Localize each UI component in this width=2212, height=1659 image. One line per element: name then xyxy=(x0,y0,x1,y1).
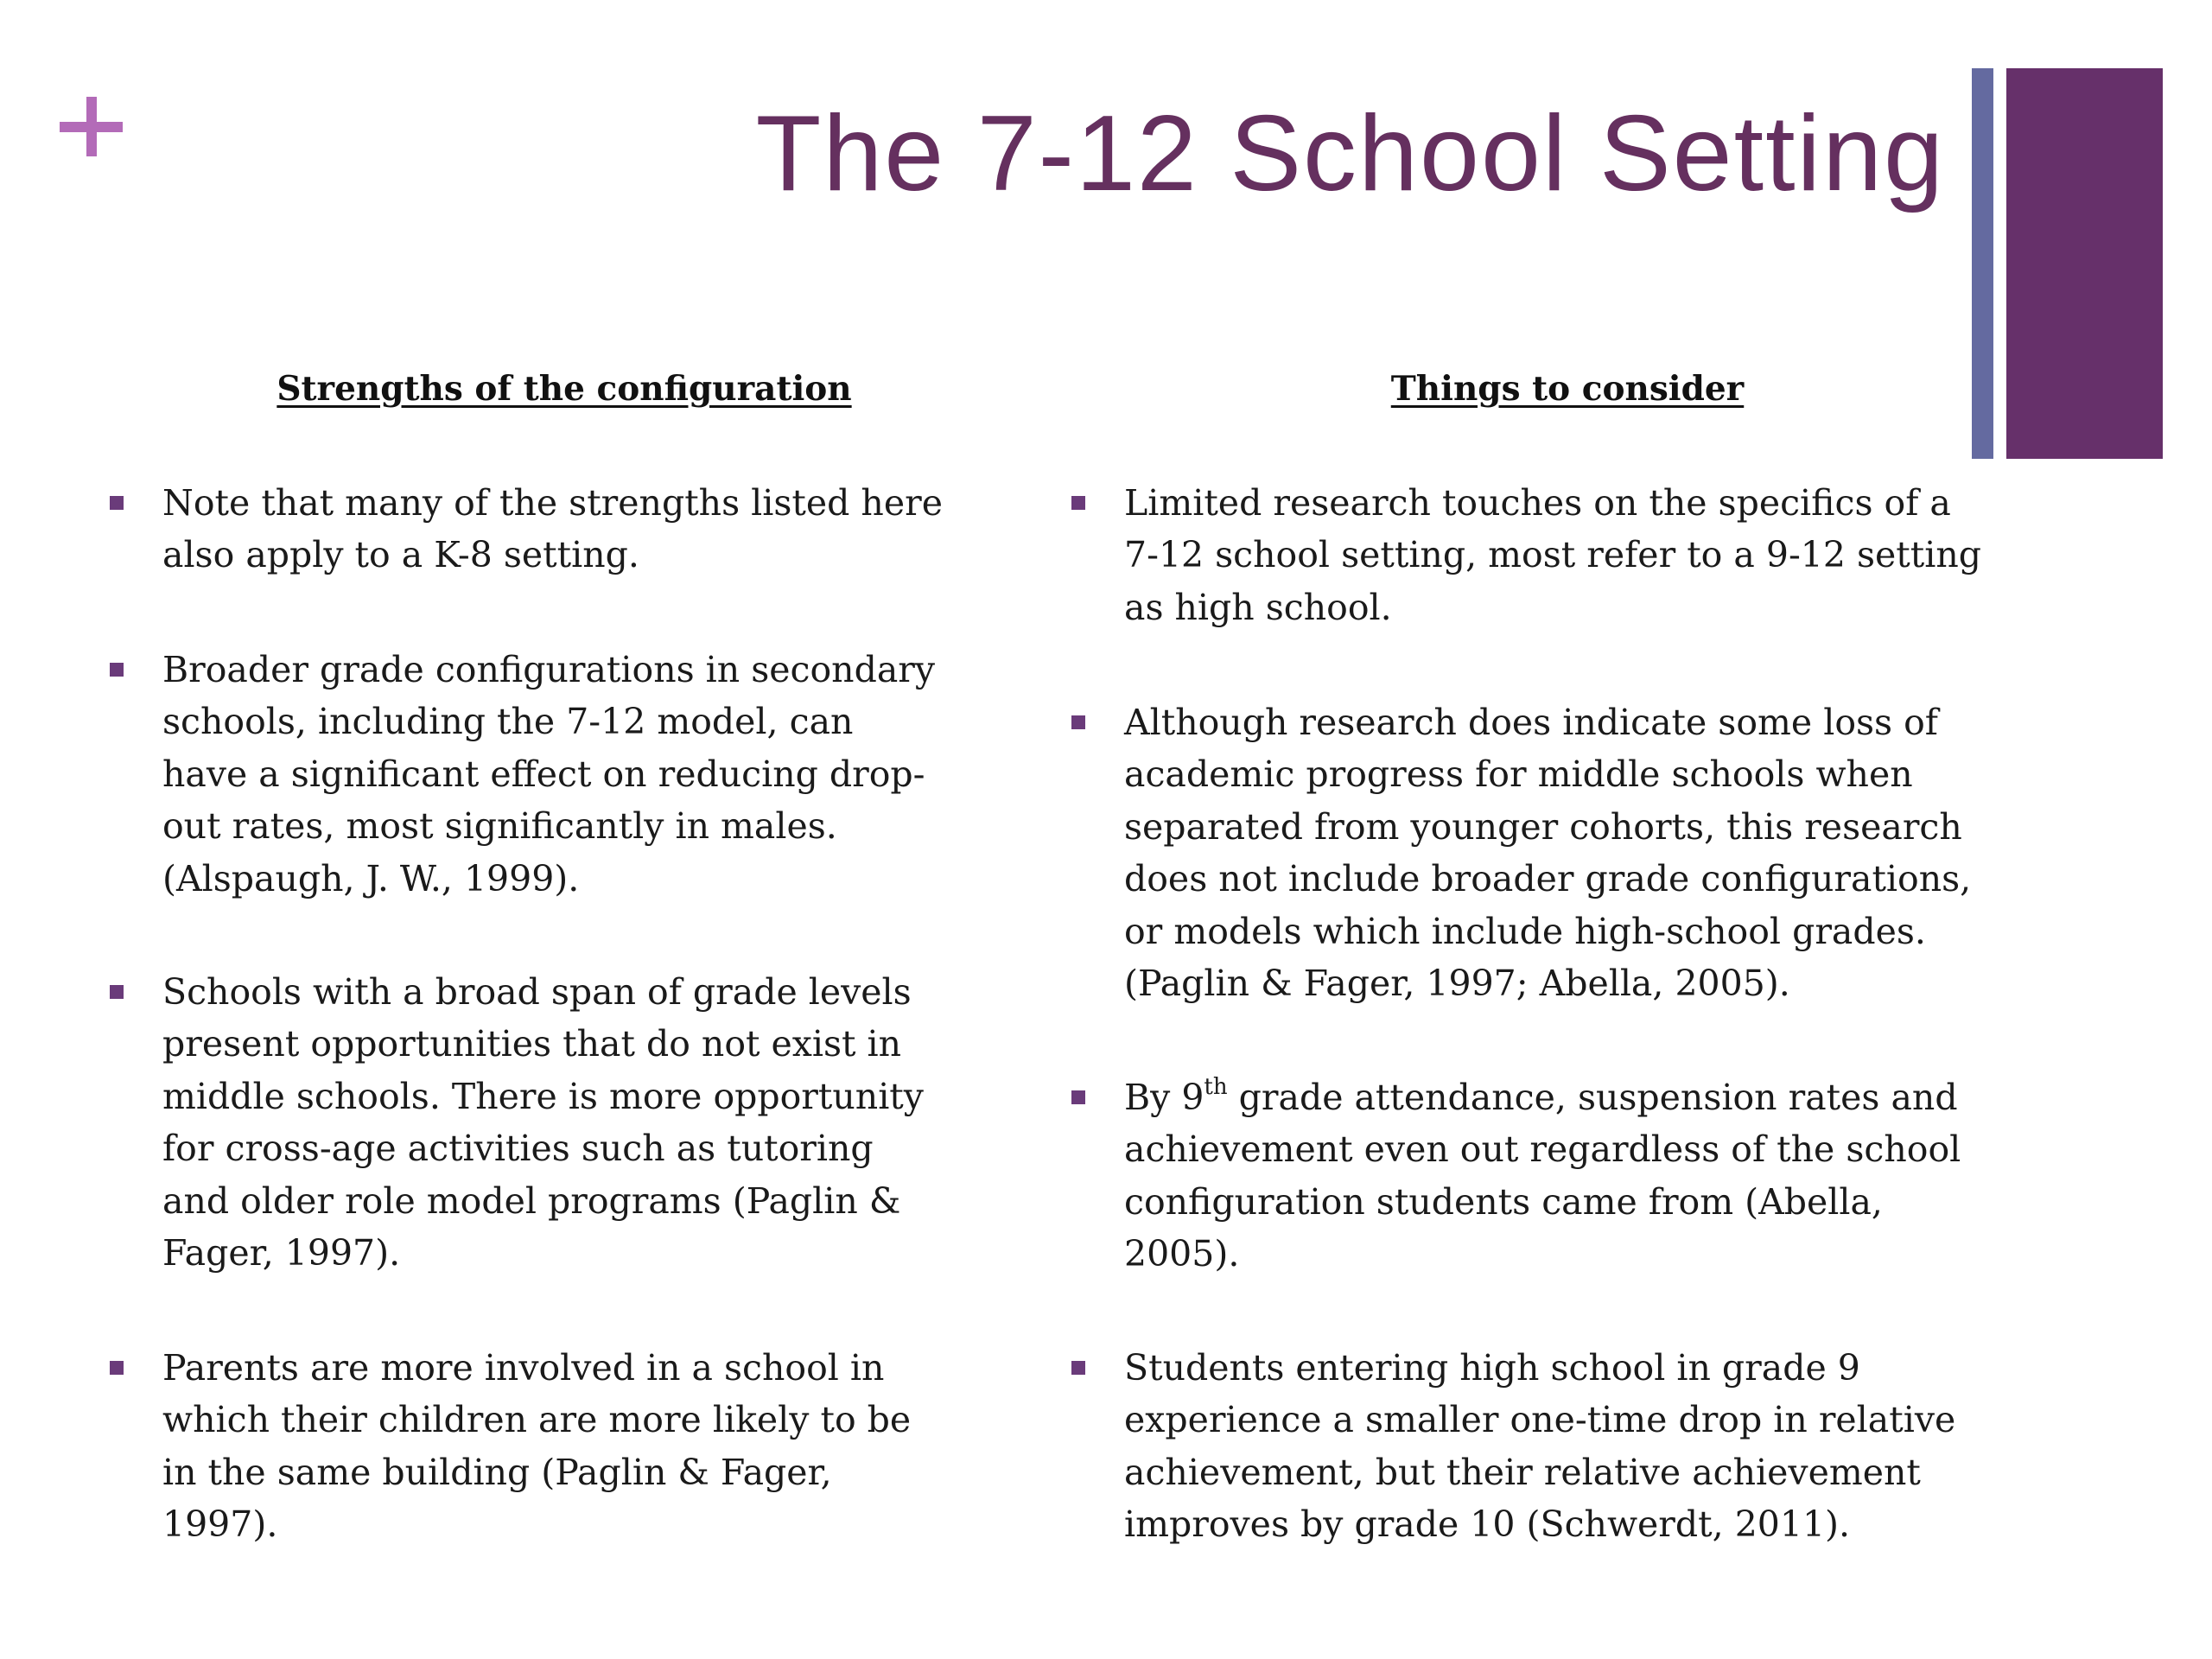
text-run: Fager, 1997). xyxy=(162,1232,401,1274)
text-run: Broader grade configurations in secondary xyxy=(162,649,936,690)
text-run: Limited research touches on the specifics of a xyxy=(1124,482,1951,524)
square-bullet-icon xyxy=(110,496,124,510)
bullet-text-line xyxy=(1124,906,1971,957)
text-run: middle schools. There is more opportunity xyxy=(162,1075,924,1117)
bullet-text-line xyxy=(1124,1176,1961,1228)
superscript: th xyxy=(1204,1074,1228,1100)
text-run: (Alspaugh, J. W., 1999). xyxy=(162,857,580,899)
bullet-item xyxy=(1124,477,1981,633)
bullet-text-line xyxy=(162,1394,911,1446)
bullet-text-line xyxy=(162,1018,924,1070)
text-run: Students entering high school in grade 9 xyxy=(1124,1347,1860,1389)
text-run: have a significant effect on reducing drop- xyxy=(162,753,925,795)
bullet-text-line xyxy=(1124,1228,1961,1280)
bullet-item xyxy=(1124,1071,1961,1281)
text-run: By 9 xyxy=(1124,1077,1205,1118)
square-bullet-icon xyxy=(1071,1361,1085,1375)
bullet-text-line xyxy=(162,1498,911,1550)
text-run: and older role model programs (Paglin & xyxy=(162,1179,901,1222)
text-run: Although research does indicate some loss of xyxy=(1124,702,1938,743)
text-run: grade attendance, suspension rates and xyxy=(1227,1077,1958,1118)
text-run: separated from younger cohorts, this research xyxy=(1124,805,1962,848)
accent-bar xyxy=(2006,68,2163,459)
text-run: Parents are more involved in a school in xyxy=(162,1347,885,1389)
text-run: also apply to a K-8 setting. xyxy=(162,534,639,576)
square-bullet-icon xyxy=(1071,715,1085,729)
bullet-text-line xyxy=(162,853,935,905)
text-run: in the same building (Paglin & Fager, xyxy=(162,1451,832,1493)
bullet-text-line xyxy=(162,696,935,747)
bullet-text-line xyxy=(162,529,943,581)
text-run: present opportunities that do not exist in xyxy=(162,1023,902,1065)
bullet-text-line xyxy=(1124,1342,1955,1394)
considerations-heading: Things to consider xyxy=(1390,369,1745,409)
bullet-item xyxy=(162,477,943,582)
bullet-text-line xyxy=(1124,1123,1961,1175)
text-run: 1997). xyxy=(162,1503,278,1546)
strengths-heading: Strengths of the configuration xyxy=(276,369,852,409)
bullet-text-line xyxy=(1124,1446,1955,1498)
bullet-text-line xyxy=(162,1122,924,1174)
text-run: 7-12 school setting, most refer to a 9-12 setting xyxy=(1124,534,1982,576)
square-bullet-icon xyxy=(110,663,124,677)
text-run: Schools with a broad span of grade levels xyxy=(162,971,912,1013)
bullet-text-line xyxy=(1124,582,1981,633)
bullet-text-line xyxy=(162,1227,924,1279)
text-run: achievement even out regardless of the school xyxy=(1124,1128,1961,1171)
square-bullet-icon xyxy=(110,1361,124,1375)
text-run: Note that many of the strengths listed here xyxy=(162,482,943,524)
text-run: as high school. xyxy=(1124,586,1392,628)
slide-title: The 7-12 School Setting xyxy=(755,94,1945,213)
accent-stripe xyxy=(1972,68,1993,459)
text-run: achievement, but their relative achievement xyxy=(1124,1451,1921,1493)
bullet-text-line xyxy=(1124,529,1981,581)
bullet-text-line xyxy=(1124,1394,1955,1446)
bullet-text-line xyxy=(1124,696,1971,748)
bullet-text-line xyxy=(162,1446,911,1498)
bullet-text-line xyxy=(162,748,935,800)
bullet-text-line xyxy=(162,966,924,1018)
bullet-text-line xyxy=(162,644,935,696)
text-run: configuration students came from (Abella, xyxy=(1124,1180,1883,1223)
text-run: or models which include high-school grades. xyxy=(1124,910,1926,952)
text-run: schools, including the 7-12 model, can xyxy=(162,701,854,743)
bullet-text-line xyxy=(162,477,943,529)
plus-icon xyxy=(60,97,123,156)
bullet-text-line xyxy=(162,1175,924,1227)
bullet-text-line xyxy=(162,1071,924,1122)
bullet-item xyxy=(162,644,935,905)
bullet-text-line xyxy=(1124,801,1971,853)
text-run: (Paglin & Fager, 1997; Abella, 2005). xyxy=(1124,963,1790,1005)
bullet-item xyxy=(162,1342,911,1551)
square-bullet-icon xyxy=(1071,496,1085,510)
text-run: out rates, most significantly in males. xyxy=(162,805,837,848)
text-run: academic progress for middle schools when xyxy=(1124,753,1913,796)
text-run: for cross-age activities such as tutoring xyxy=(162,1128,874,1170)
text-run: 2005). xyxy=(1124,1233,1240,1275)
text-run: experience a smaller one-time drop in relative xyxy=(1124,1399,1956,1441)
text-run: improves by grade 10 (Schwerdt, 2011). xyxy=(1124,1503,1851,1546)
bullet-text-line xyxy=(1124,1071,1961,1123)
square-bullet-icon xyxy=(110,985,124,999)
bullet-item xyxy=(162,966,924,1279)
bullet-text-line xyxy=(1124,748,1971,800)
square-bullet-icon xyxy=(1071,1090,1085,1104)
bullet-item xyxy=(1124,1342,1955,1551)
bullet-text-line xyxy=(162,1342,911,1394)
bullet-text-line xyxy=(1124,957,1971,1009)
bullet-text-line xyxy=(1124,1498,1955,1550)
bullet-text-line xyxy=(1124,853,1971,905)
bullet-text-line xyxy=(162,800,935,852)
text-run: which their children are more likely to be xyxy=(162,1399,912,1441)
text-run: does not include broader grade configurations, xyxy=(1124,858,1972,900)
bullet-item xyxy=(1124,696,1971,1009)
bullet-text-line xyxy=(1124,477,1981,529)
